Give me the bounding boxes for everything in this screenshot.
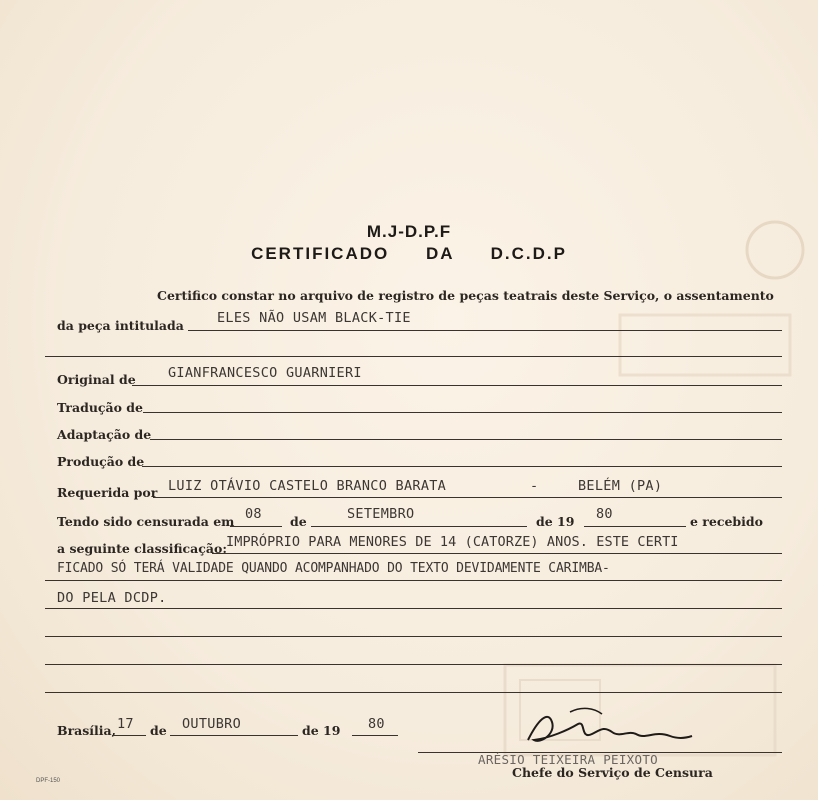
adaptation-line xyxy=(150,439,782,440)
blank-line-1 xyxy=(45,356,782,357)
censored-day-line xyxy=(230,526,282,527)
year-line xyxy=(352,735,398,736)
production-label: Produção de xyxy=(57,454,145,469)
title-value: ELES NÃO USAM BLACK-TIE xyxy=(217,310,411,326)
censored-month-line xyxy=(311,526,527,527)
censored-year-line xyxy=(584,526,686,527)
signer-title: Chefe do Serviço de Censura xyxy=(512,765,713,780)
blank-line-3 xyxy=(45,664,782,665)
classification-text-3: DO PELA DCDP. xyxy=(57,590,167,606)
form-code: DPF-150 xyxy=(36,778,61,784)
header-certificate-title: CERTIFICADO DA D.C.D.P xyxy=(251,244,567,263)
requested-dash: - xyxy=(530,478,539,494)
title-line xyxy=(188,330,782,331)
title-label: da peça intitulada xyxy=(57,318,184,333)
production-line xyxy=(142,466,782,467)
date-year: 80 xyxy=(368,716,385,732)
city-label: Brasília, xyxy=(57,723,116,738)
month-line xyxy=(170,735,298,736)
censored-day: 08 xyxy=(245,506,262,522)
date-day: 17 xyxy=(117,716,134,732)
classification-line-2 xyxy=(45,580,782,581)
header-ministry: M.J-D.P.F xyxy=(366,222,452,241)
classification-text-2: FICADO SÓ TERÁ VALIDADE QUANDO ACOMPANHADO DO TEXTO DEVIDAMENTE CARIMBA- xyxy=(57,561,610,576)
censored-de-1: de xyxy=(290,514,307,529)
translation-line xyxy=(143,412,782,413)
requested-value: LUIZ OTÁVIO CASTELO BRANCO BARATA xyxy=(168,478,447,494)
censored-de-2: de 19 xyxy=(536,514,575,529)
date-de-2: de 19 xyxy=(302,723,341,738)
censored-label: Tendo sido censurada em xyxy=(57,514,235,529)
requested-city: BELÉM (PA) xyxy=(578,478,663,494)
translation-label: Tradução de xyxy=(57,400,143,415)
classification-line-1 xyxy=(212,553,782,554)
blank-line-2 xyxy=(45,636,782,637)
signer-name: ARÉSIO TEIXEIRA PEIXOTO xyxy=(478,752,658,767)
requested-label: Requerida por xyxy=(57,485,158,500)
intro-text: Certifico constar no arquivo de registro de peças teatrais deste Serviço, o assentamento xyxy=(157,288,774,303)
requested-line xyxy=(153,497,782,498)
date-month: OUTUBRO xyxy=(182,716,241,732)
original-line xyxy=(132,385,782,386)
adaptation-label: Adaptação de xyxy=(57,427,152,442)
classification-line-3 xyxy=(45,608,782,609)
original-label: Original de xyxy=(57,372,136,387)
bleedthrough-mark-shape xyxy=(610,305,800,385)
signature-scribble xyxy=(520,700,700,760)
classification-text-1: IMPRÓPRIO PARA MENORES DE 14 (CATORZE) ANOS. ESTE CERTI xyxy=(226,534,679,550)
ghost-bleedthrough xyxy=(610,305,800,392)
day-line xyxy=(112,735,146,736)
original-value: GIANFRANCESCO GUARNIERI xyxy=(168,365,362,381)
received-label: e recebido xyxy=(690,514,763,529)
censored-year: 80 xyxy=(596,506,613,522)
classification-label: a seguinte classificação: xyxy=(57,541,227,556)
blank-line-4 xyxy=(45,692,782,693)
censored-month: SETEMBRO xyxy=(347,506,415,522)
date-de-1: de xyxy=(150,723,167,738)
